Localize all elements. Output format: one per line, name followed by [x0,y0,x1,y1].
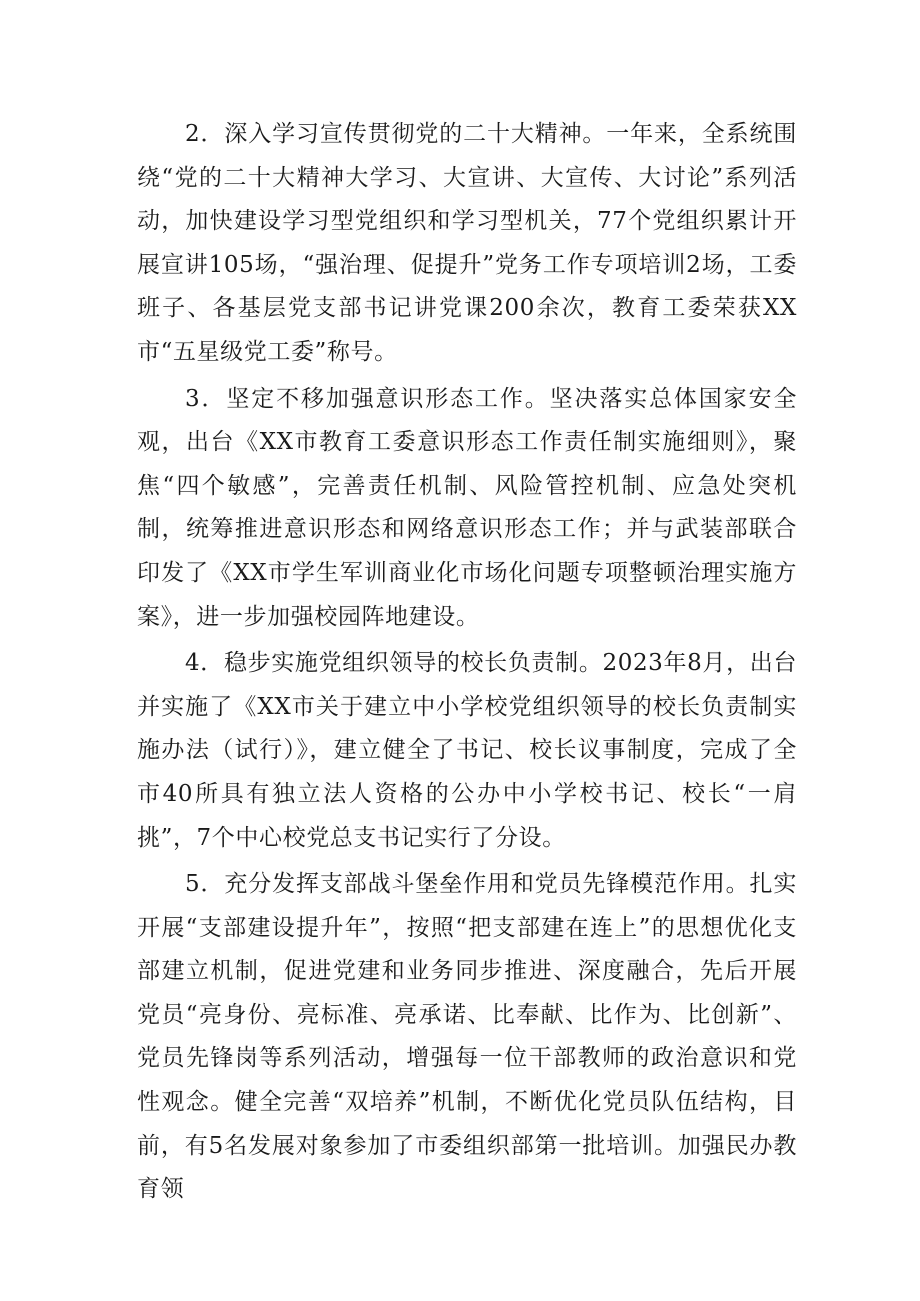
paragraph-3: 3．坚定不移加强意识形态工作。坚决落实总体国家安全观，出台《XX市教育工委意识形态工作责任制实施细则》，聚焦“四个敏感”，完善责任机制、风险管控机制、应急处突机制，统筹推进意识形态和网络意识形态工作；并与武装部联合印发了《XX市学生军训商业化市场化问题专项整顿治理实施方案》，进一步加强校园阵地建设。 [137,385,797,630]
document-body [137,113,797,1212]
paragraph-5: 5．充分发挥支部战斗堡垒作用和党员先锋模范作用。扎实开展“支部建设提升年”，按照“把支部建在连上”的思想优化支部建立机制，促进党建和业务同步推进、深度融合，先后开展党员“亮身份、亮标准、亮承诺、比奉献、比作为、比创新”、党员先锋岗等系列活动，增强每一位干部教师的政治意识和党性观念。健全完善“双培养”机制，不断优化党员队伍结构，目前，有5名发展对象参加了市委组织部第一批培训。加强民办教育领 [137,871,797,1203]
paragraph-2: 2．深入学习宣传贯彻党的二十大精神。一年来，全系统围绕“党的二十大精神大学习、大宣讲、大宣传、大讨论”系列活动，加快建设学习型党组织和学习型机关，77个党组织累计开展宣讲105场，“强治理、促提升”党务工作专项培训2场，工委班子、各基层党支部书记讲党课200余次，教育工委荣获XX市“五星级党工委”称号。 [137,121,797,365]
paragraph-4: 4．稳步实施党组织领导的校长负责制。2023年8月，出台并实施了《XX市关于建立中小学校党组织领导的校长负责制实施办法（试行）》，建立健全了书记、校长议事制度，完成了全市40所具有独立法人资格的公办中小学校书记、校长“一肩挑”，7个中心校党总支书记实行了分设。 [137,650,797,851]
